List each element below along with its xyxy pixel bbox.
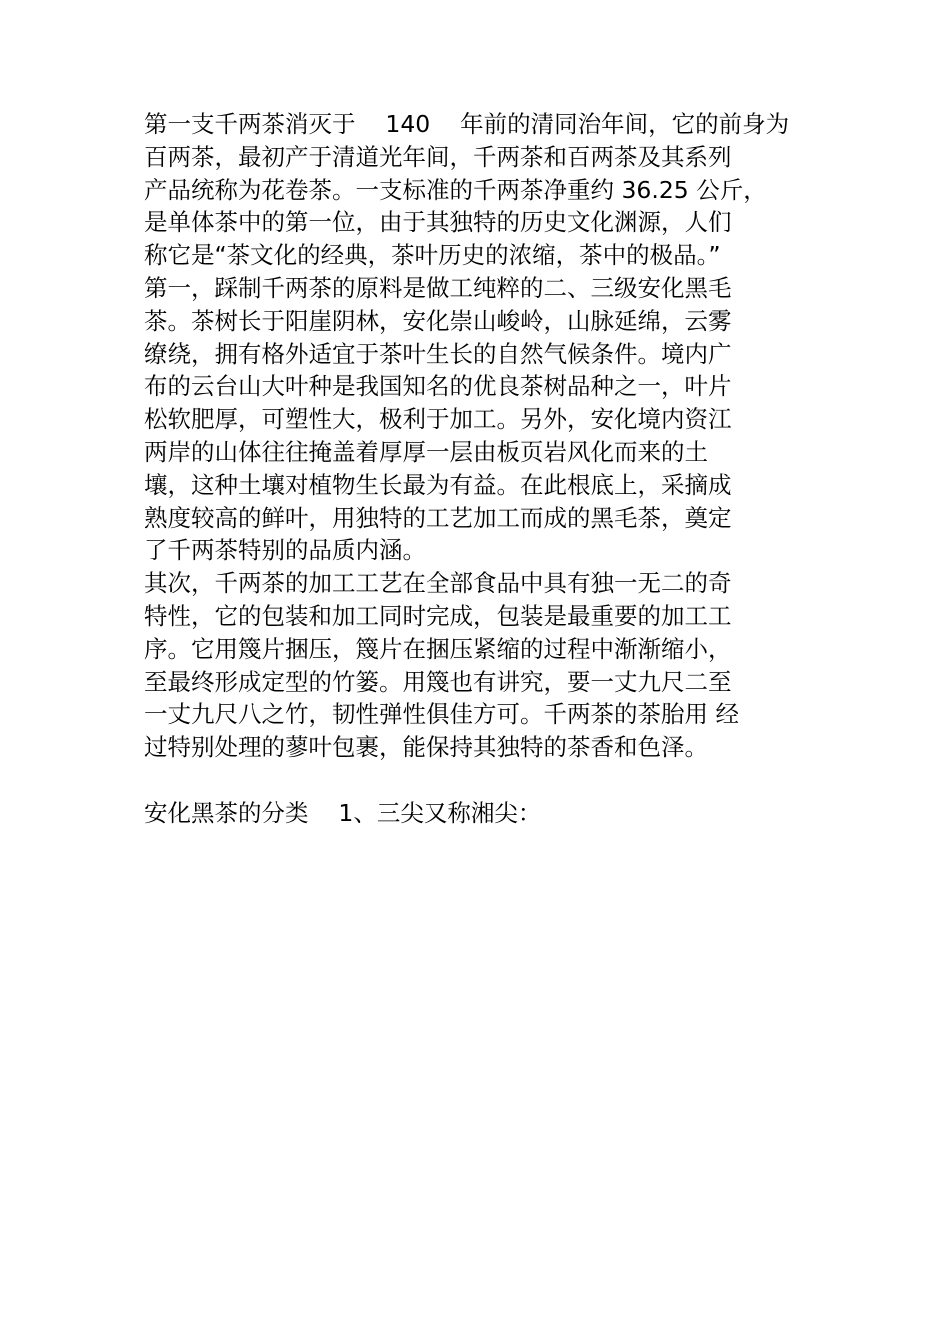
text-line: 一丈九尺八之竹，韧性弹性俱佳方可。千两茶的茶胎用 经 [144, 700, 739, 729]
text-line: 熟度较高的鲜叶，用独特的工艺加工而成的黑毛茶，奠定 [144, 503, 732, 532]
section-heading [144, 797, 794, 830]
text-line: 安化黑茶的分类 1、三尖又称湘尖： [144, 798, 542, 827]
text-line: 至最终形成定型的竹篓。用篾也有讲究，要一丈九尺二至 [144, 667, 732, 696]
text-line: 产品统称为花卷茶。一支标准的千两茶净重约 36.25 公斤， [144, 175, 767, 204]
text-line: 了千两茶特别的品质内涵。 [144, 536, 426, 565]
text-line: 松软肥厚，可塑性大，极利于加工。另外，安化境内资江 [144, 405, 732, 434]
text-line: 缭绕，拥有格外适宜于茶叶生长的自然气候条件。境内广 [144, 339, 732, 368]
text-line: 特性，它的包装和加工同时完成，包装是最重要的加工工 [144, 601, 732, 630]
text-line: 是单体茶中的第一位，由于其独特的历史文化渊源，人们 [144, 208, 732, 237]
text-line: 布的云台山大叶种是我国知名的优良茶树品种之一，叶片 [144, 372, 732, 401]
document-body [144, 108, 794, 830]
text-line: 第一支千两茶消灭于 140 年前的清同治年间，它的前身为 [144, 110, 790, 138]
text-line: 序。它用篾片捆压，篾片在捆压紧缩的过程中渐渐缩小， [144, 634, 732, 663]
text-line: 称它是“茶文化的经典，茶叶历史的浓缩，茶中的极品。” [144, 241, 721, 270]
paragraph-processing [144, 567, 794, 764]
text-line: 其次，千两茶的加工工艺在全部食品中具有独一无二的奇 [144, 569, 732, 598]
paragraph-spacer [144, 764, 794, 797]
paragraph-raw-material [144, 272, 794, 567]
paragraph-history [144, 108, 794, 272]
text-line: 百两茶，最初产于清道光年间，千两茶和百两茶及其系列 [144, 142, 732, 171]
text-line: 第一，踩制千两茶的原料是做工纯粹的二、三级安化黑毛 [144, 273, 732, 302]
text-line: 过特别处理的蓼叶包裹，能保持其独特的茶香和色泽。 [144, 733, 708, 762]
text-line: 两岸的山体往往掩盖着厚厚一层由板页岩风化而来的土 [144, 437, 708, 466]
text-line: 壤，这种土壤对植物生长最为有益。在此根底上，采摘成 [144, 470, 732, 499]
text-line: 茶。茶树长于阳崖阴林，安化崇山峻岭，山脉延绵，云雾 [144, 306, 732, 335]
